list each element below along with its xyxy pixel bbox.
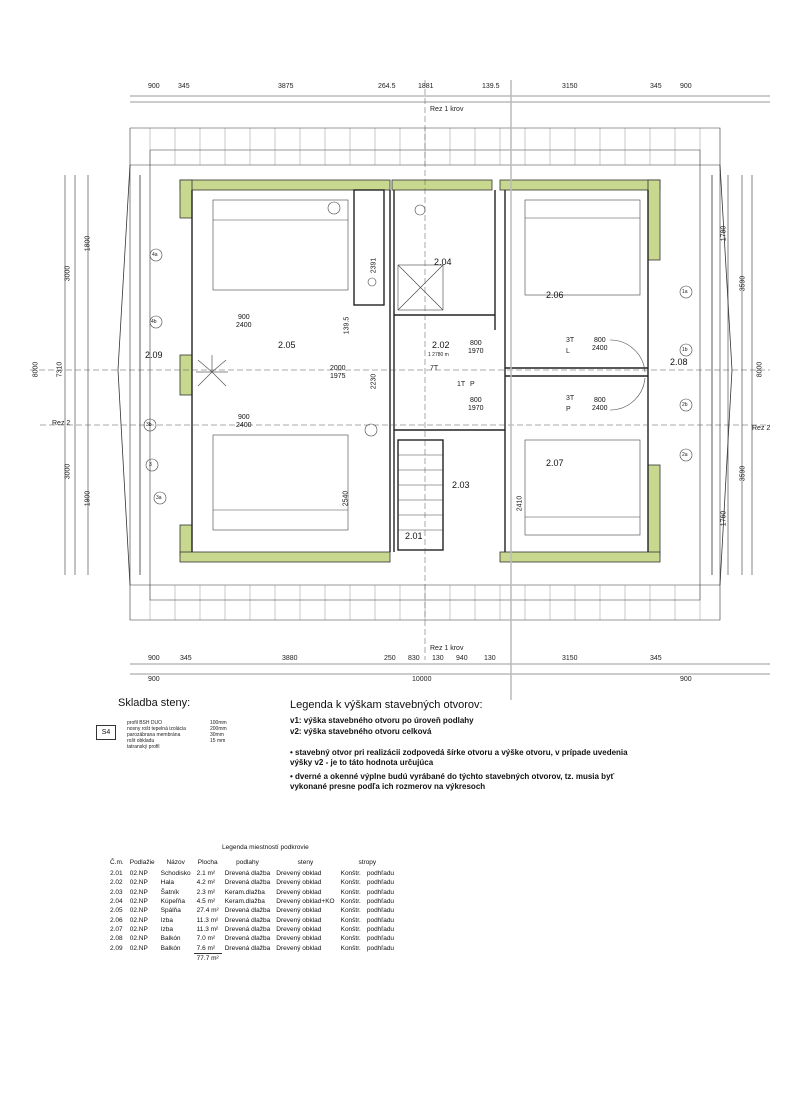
col-header: Podlažie [129,858,155,866]
door-dim: 900 2400 [236,314,252,329]
opening-legend-title: Legenda k výškam stavebných otvorov: [290,699,483,711]
table-row: 2.09 02.NP Balkón 7.6 m² Drevená dlažba Drevený obklad Konštr. podhľadu [110,944,395,952]
wall-dim: 2410 [516,495,524,512]
window-mark: 4b [151,319,157,325]
dim-bottom-11: 900 [680,676,692,683]
table-row: 2.08 02.NP Balkón 7.0 m² Drevená dlažba Drevený obklad Konštr. podhľadu [110,935,395,943]
opening-note-1: • stavebný otvor pri realizácii zodpovedá šírke otvoru a výške otvoru, v prípade uvedenia výšky v2 - je to táto hodnota určujúca [290,748,628,767]
opening-legend-v1: v1: výška stavebného otvoru po úroveň podlahy [290,716,474,725]
dim-bottom-2: 345 [180,655,192,662]
door-mark: L [566,348,570,355]
room-2-07: 2.07 [546,458,564,468]
opening-note-2: • dverné a okenné výplne budú vyrábané do týchto stavebných otvorov, tz. musia byť vykonané presne podľa ich rozmerov na výkresoch [290,772,615,791]
door-mark: 1T [457,381,466,388]
section-top-label: Rez 1 krov [430,106,464,113]
wall-dim: 139.5 [343,316,351,335]
dim-bottom-3: 3880 [282,655,298,662]
section-left-label: Rez 2 [52,420,71,427]
door-dim: 800 2400 [592,337,608,352]
window-mark: 1a [682,289,688,295]
room-table [107,855,397,963]
dim-right-total: 8000 [756,361,764,378]
dim-right-3590a: 3590 [739,275,747,292]
wall-thickness: 100mm 200mm 30mm 15 mm [210,720,227,744]
dim-top-9: 900 [680,83,692,90]
area-label: 1 2780 m [428,352,449,358]
wall-layers: profil BSH DUO nosny rošt tepelná izolácia parozábrana membrána rošt obkladu tatranský profil [127,720,186,750]
room-2-05: 2.05 [278,340,296,350]
table-total-row: 77.7 m² [107,953,397,963]
col-header: stropy [358,858,377,866]
room-table-title: Legenda miestností podkrovie [222,844,309,851]
table-header-row [107,855,397,869]
door-dim: 2000 1975 [330,365,346,380]
door-dim: 800 2400 [592,397,608,412]
table-row: 2.07 02.NP Izba 11.3 m² Drevená dlažba Drevený obklad Konštr. podhľadu [110,925,395,933]
wall-dim: 2391 [370,257,378,274]
dim-top-7: 3150 [562,83,578,90]
window-mark: 2b [682,402,688,408]
table-row: 2.06 02.NP Izba 11.3 m² Drevená dlažba Drevený obklad Konštr. podhľadu [110,916,395,924]
room-2-01: 2.01 [405,531,423,541]
door-mark: 3T [566,337,575,344]
col-header: Plocha [197,858,218,866]
dim-top-5: 1881 [418,83,434,90]
dim-bottom-0: 900 [148,676,160,683]
table-row: 2.04 02.NP Kúpeľňa 4.5 m² Keram.dlažba Drevený obklad+KO Konštr. podhľadu [110,898,395,906]
dim-bottom-9: 3150 [562,655,578,662]
window-mark: 4a [152,252,158,258]
door-mark: P [470,381,475,388]
opening-legend-v2: v2: výška stavebného otvoru celková [290,727,432,736]
col-header: steny [297,858,314,866]
door-dim: 800 1970 [468,397,484,412]
table-row: 2.03 02.NP Šatník 2.3 m² Keram.dlažba Drevený obklad Konštr. podhľadu [110,888,395,896]
dim-bottom-8: 130 [484,655,496,662]
door-mark: 7T [430,365,439,372]
room-2-03: 2.03 [452,480,470,490]
window-mark: 3b [146,422,152,428]
room-2-08: 2.08 [670,357,688,367]
room-2-04: 2.04 [434,257,452,267]
dim-top-4: 264.5 [378,83,396,90]
dim-bottom-6: 130 [432,655,444,662]
dim-left-1800: 1800 [84,235,92,252]
door-mark: P [566,406,571,413]
dim-top-8: 345 [650,83,662,90]
dim-bottom-total: 10000 [412,676,432,683]
dim-top-2: 345 [178,83,190,90]
col-header: Názov [166,858,185,866]
door-mark: 3T [566,395,575,402]
window-mark: 2a [682,452,688,458]
dim-bottom-7: 940 [456,655,468,662]
room-2-06: 2.06 [546,290,564,300]
room-2-09: 2.09 [145,350,163,360]
wall-dim: 2230 [370,373,378,390]
dim-bottom-10: 345 [650,655,662,662]
door-dim: 800 1970 [468,340,484,355]
wall-dim: 2540 [342,490,350,507]
dim-right-1760: 1760 [720,510,728,527]
dim-bottom-4: 250 [384,655,396,662]
door-dim: 900 2400 [236,414,252,429]
window-mark: 1b [682,347,688,353]
dim-left-1900: 1900 [84,490,92,507]
dim-left-3000b: 3000 [64,463,72,480]
dim-right-1780: 1780 [720,225,728,242]
dim-top-3: 3875 [278,83,294,90]
table-row: 2.02 02.NP Hala 4.2 m² Drevená dlažba Drevený obklad Konštr. podhľadu [110,879,395,887]
dim-top-1: 900 [148,83,160,90]
dim-bottom-5: 830 [408,655,420,662]
dim-left-total-1: 8000 [32,361,40,378]
dim-bottom-1: 900 [148,655,160,662]
col-header: podlahy [236,858,259,866]
dim-left-total-2: 7310 [56,361,64,378]
section-bottom-label: Rez 1 krov [430,645,464,652]
dim-left-3000a: 3000 [64,265,72,282]
table-row: 2.05 02.NP Spálňa 27.4 m² Drevená dlažba Drevený obklad Konštr. podhľadu [110,907,395,915]
wall-code-box: S4 [96,725,116,740]
wall-comp-title: Skladba steny: [118,697,191,709]
window-mark: 3 [149,462,152,468]
dim-right-3590b: 3590 [739,465,747,482]
table-row: 2.01 02.NP Schodisko 2.1 m² Drevená dlažba Drevený obklad Konštr. podhľadu [110,870,395,878]
room-2-02: 2.02 [432,340,450,350]
window-mark: 3a [156,495,162,501]
dim-top-6: 139.5 [482,83,500,90]
col-header: Č.m. [110,858,124,866]
section-right-label: Rez 2 [752,425,771,432]
